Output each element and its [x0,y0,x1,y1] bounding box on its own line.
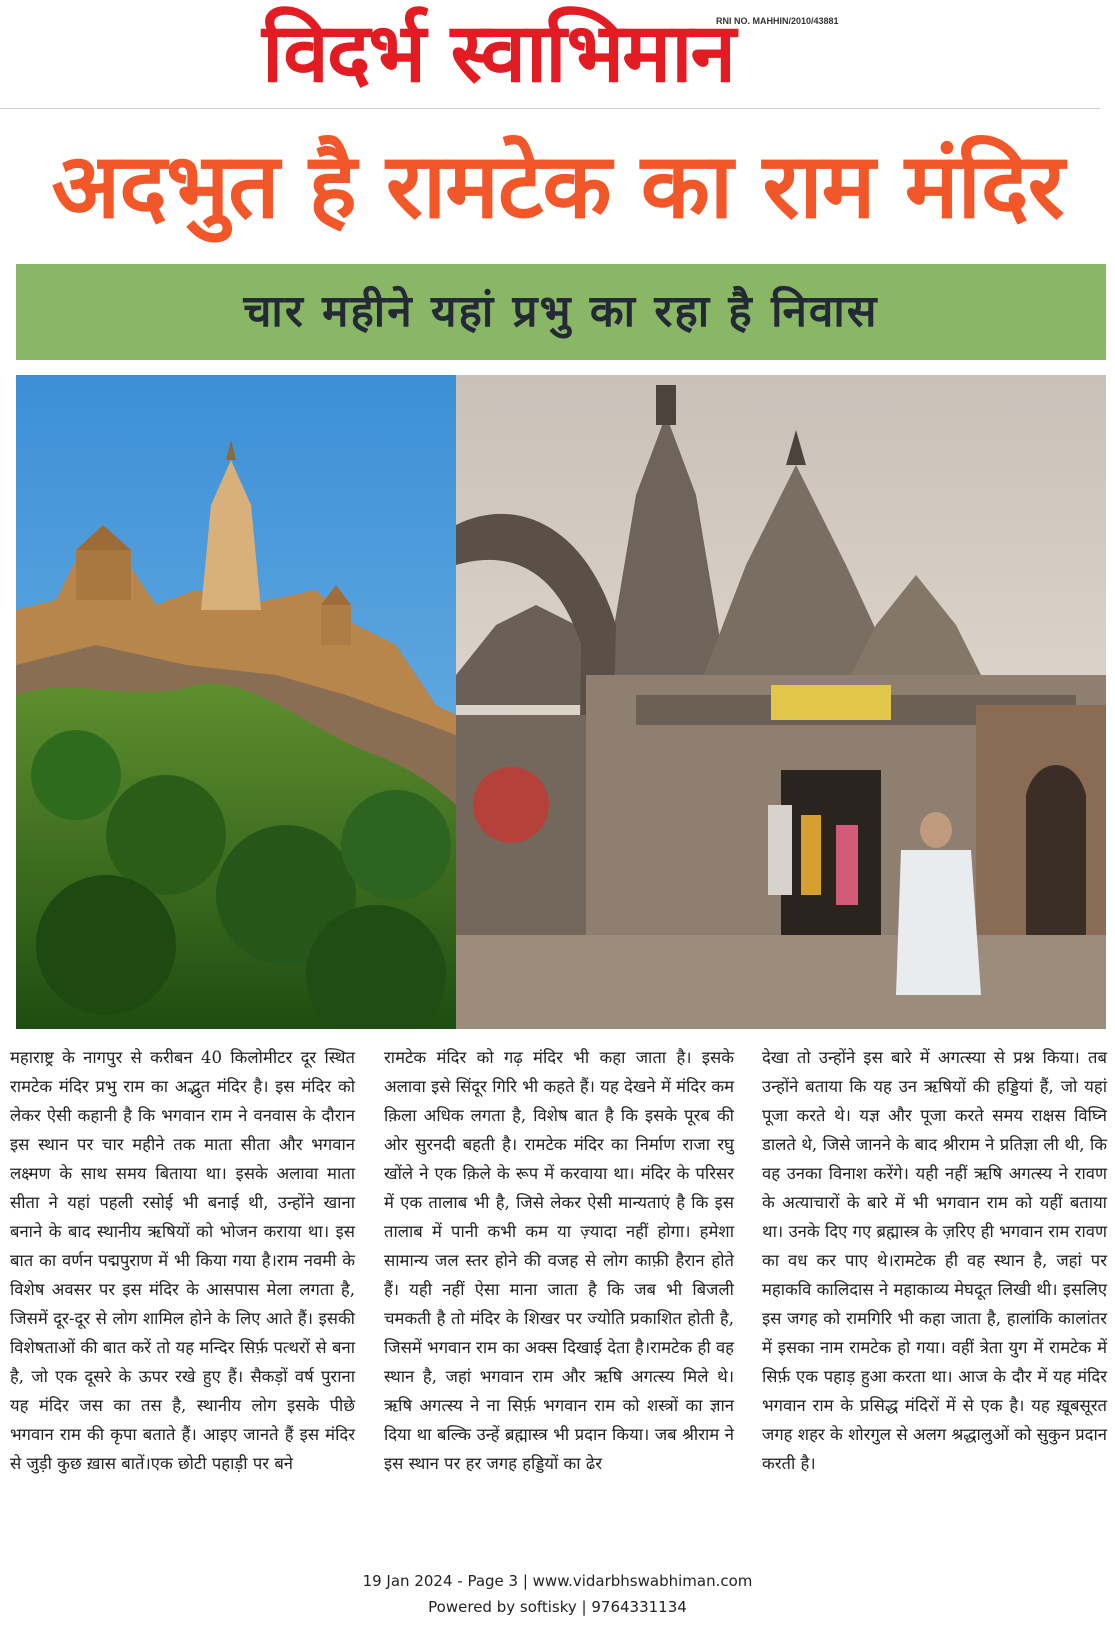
masthead-divider [0,108,1100,109]
headline: अदभुत है रामटेक का राम मंदिर [51,134,1064,239]
article-column-3: देखा तो उन्होंने इस बारे में अगत्स्या से प्रश्न किया। तब उन्होंने बताया कि यह उन ऋषियों की हड्डियां हैं, जो यहां पूजा करते थे। यज्ञ और पूजा करते समय राक्षस विघ्नि डालते थे, जिसे जानने के बाद श्रीराम ने प्रतिज्ञा ली थी, कि वह उनका विनाश करेंगे। यही नहीं ऋषि अगत्स्य ने रावण के अत्याचारों के बारे में भी भगवान राम को यहीं बताया था। उनके दिए गए ब्रह्मास्त्र के ज़रिए ही भगवान राम रावण का वध कर पाए थे।रामटेक ही वह स्थान है, जहां पर महाकवि कालिदास ने महाकाव्य मेघदूत लिखी थी। इसलिए इस जगह को रामगिरि भी कहा जाता है, हालांकि कालांतर में इसका नाम रामटेक हो गया। वहीं त्रेता युग में रामटेक में सिर्फ़ एक पहाड़ हुआ करता था। आज के दौर में यह मंदिर भगवान राम के प्रसिद्ध मंदिरों में से एक है। यह ख़ूबसूरत जगह शहर के शोरगुल से अलग श्रद्धालुओं को सुकुन प्रदान करती है। [762,1048,1107,1473]
article-column-1: महाराष्ट्र के नागपुर से करीबन 40 किलोमीटर दूर स्थित रामटेक मंदिर प्रभु राम का अद्भुत मंदिर है। इस मंदिर को लेकर ऐसी कहानी है कि भगवान राम ने वनवास के दौरान इस स्थान पर चार महीने तक माता सीता और भगवान लक्ष्मण के साथ समय बिताया था। इसके अलावा माता सीता ने यहां पहली रसोई भी बनाई थी, उन्होंने खाना बनाने के बाद स्थानीय ऋषियों को भोजन कराया था। इस बात का वर्णन पद्मपुराण में भी किया गया है।राम नवमी के विशेष अवसर पर इस मंदिर के आसपास मेला लगता है, जिसमें दूर-दूर से लोग शामिल होने के लिए आते हैं। इसकी विशेषताओं की बात करें तो यह मन्दिर सिर्फ़ पत्थरों से बना है, जो एक दूसरे के ऊपर रखे हुए हैं। सैकड़ों वर्ष पुराना यह मंदिर जस का तस है, स्थानीय लोग इसके पीछे भगवान राम की कृपा बताते हैं। आइए जानते हैं इस मंदिर से जुड़ी कुछ ख़ास बातें।एक छोटी पहाड़ी पर बने [10,1048,355,1473]
newspaper-logo: विदर्भ स्वाभिमान [262,6,734,101]
footer-powered-by: Powered by softisky | 9764331134 [428,1598,687,1616]
photo-temple-entrance [456,375,1106,1029]
subheadline: चार महीने यहां प्रभु का रहा है निवास [243,286,879,337]
masthead [0,0,1115,108]
photo-fort-temple [16,375,456,1029]
article-column-2: रामटेक मंदिर को गढ़ मंदिर भी कहा जाता है। इसके अलावा इसे सिंदूर गिरि भी कहते हैं। यह देखने में मंदिर कम क़िला अधिक लगता है, विशेष बात है कि इसके पूरब की ओर सुरनदी बहती है। रामटेक मंदिर का निर्माण राजा रघु खोंले ने एक क़िले के रूप में करवाया था। मंदिर के परिसर में एक तालाब भी है, जिसे लेकर ऐसी मान्यताएं है कि इस तालाब में पानी कभी कम या ज़्यादा नहीं होगा। हमेशा सामान्य जल स्तर होने की वजह से लोग काफ़ी हैरान होते हैं। यही नहीं ऐसा माना जाता है कि जब भी बिजली चमकती है तो मंदिर के शिखर पर ज्योति प्रकाशित होती है, जिसमें भगवान राम का अक्स दिखाई देता है।रामटेक ही वह स्थान है, जहां भगवान राम और ऋषि अगत्स्य मिले थे। ऋषि अगत्स्य ने ना सिर्फ़ भगवान राम को शस्त्रों का ज्ञान दिया था बल्कि उन्हें ब्रह्मास्त्र भी प्रदान किया। जब श्रीराम ने इस स्थान पर हर जगह हड्डियों का ढेर [384,1048,734,1473]
subheadline-banner [16,264,1106,360]
rni-number: RNI NO. MAHHIN/2010/43881 [716,16,839,26]
footer-date-page: 19 Jan 2024 - Page 3 | www.vidarbhswabhiman.com [362,1572,753,1590]
